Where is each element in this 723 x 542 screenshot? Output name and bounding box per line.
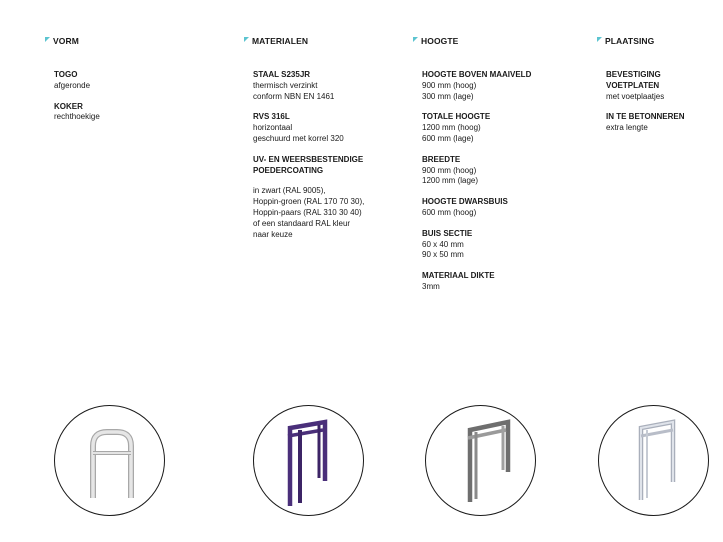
spec-text — [606, 123, 716, 134]
rectangular-bike-rack-purple-icon — [254, 406, 364, 516]
spec-text-line: in zwart (RAL 9005), — [253, 186, 326, 196]
spec-title — [422, 112, 572, 123]
rounded-bike-rack-icon — [55, 406, 165, 516]
spec-item — [54, 70, 194, 92]
spec-text-line: 900 mm (hoog) — [422, 165, 477, 175]
spec-text — [606, 92, 716, 103]
spec-title-line: HOOGTE DWARSBUIS — [422, 197, 508, 207]
spec-item — [54, 102, 194, 124]
spec-text-line: 1200 mm (lage) — [422, 176, 479, 186]
spec-text-line: of een standaard RAL kleur — [253, 218, 351, 228]
spec-text — [253, 123, 403, 145]
spec-title-line: TOGO — [54, 70, 78, 79]
spec-title-line: BREEDTE — [422, 154, 461, 164]
spec-text-line: 3mm — [422, 281, 440, 291]
spec-title — [606, 112, 716, 123]
spec-text-line: naar keuze — [253, 229, 293, 239]
spec-text — [422, 240, 572, 262]
spec-text — [422, 166, 572, 188]
spec-title-line: MATERIAAL DIKTE — [422, 271, 495, 281]
spec-title-line: RVS 316L — [253, 112, 290, 122]
spec-title-line: BUIS SECTIE — [422, 228, 473, 238]
spec-text-line: Hoppin-groen (RAL 170 70 30), — [253, 197, 365, 207]
product-image-galvanized — [598, 405, 709, 516]
column-heading-label: MATERIALEN — [252, 36, 309, 46]
spec-title-line: STAAL S235JR — [253, 70, 311, 79]
spec-text-line: 600 mm (lage) — [422, 133, 474, 143]
spec-text — [253, 186, 403, 240]
spec-text-line: afgeronde — [54, 80, 91, 90]
spec-text — [54, 81, 194, 92]
product-image-rounded — [54, 405, 165, 516]
column-heading — [45, 36, 194, 46]
spec-text-line: rechthoekige — [54, 112, 100, 122]
spec-text-line: 600 mm (hoog) — [422, 207, 477, 217]
spec-text — [422, 282, 572, 293]
spec-title-line: TOTALE HOOGTE — [422, 112, 491, 122]
column-heading-label: VORM — [53, 36, 79, 46]
spec-item — [253, 112, 403, 144]
spec-text-line: geschuurd met korrel 320 — [253, 133, 344, 143]
spec-text-line: thermisch verzinkt — [253, 80, 318, 90]
spec-item — [606, 70, 716, 102]
spec-title-line: UV- EN WEERSBESTENDIGE — [253, 154, 364, 164]
spec-text — [422, 123, 572, 145]
spec-title-line: BEVESTIGING — [606, 70, 661, 79]
spec-title-line: KOKER — [54, 101, 83, 111]
spec-title — [54, 102, 194, 113]
triangle-marker-icon — [45, 37, 50, 42]
spec-text-line: 90 x 50 mm — [422, 250, 464, 260]
spec-item — [422, 112, 572, 144]
spec-item — [606, 112, 716, 134]
spec-title — [422, 155, 572, 166]
spec-item — [422, 271, 572, 293]
spec-title — [422, 197, 572, 208]
spec-title — [422, 229, 572, 240]
spec-text-line: conform NBN EN 1461 — [253, 91, 335, 101]
spec-text-line: horizontaal — [253, 123, 293, 133]
column-materialen — [253, 36, 403, 250]
spec-item — [422, 229, 572, 261]
triangle-marker-icon — [413, 37, 418, 42]
product-image-purple — [253, 405, 364, 516]
triangle-marker-icon — [597, 37, 602, 42]
spec-title — [253, 155, 403, 177]
column-vorm — [54, 36, 194, 133]
spec-title — [422, 271, 572, 282]
spec-title — [422, 70, 572, 81]
column-plaatsing — [606, 36, 716, 144]
spec-text-line: 300 mm (lage) — [422, 91, 474, 101]
spec-item — [253, 70, 403, 102]
spec-text-line: met voetplaatjes — [606, 91, 665, 101]
rectangular-bike-rack-grey-icon — [426, 406, 536, 516]
column-heading — [597, 36, 716, 46]
column-heading-label: HOOGTE — [421, 36, 459, 46]
spec-text — [422, 81, 572, 103]
spec-title — [606, 70, 716, 92]
spec-text-line: 1200 mm (hoog) — [422, 123, 481, 133]
spec-text-line: Hoppin-paars (RAL 310 30 40) — [253, 207, 362, 217]
triangle-marker-icon — [244, 37, 249, 42]
spec-text — [253, 81, 403, 103]
spec-title-line: VOETPLATEN — [606, 80, 660, 90]
spec-title — [54, 70, 194, 81]
spec-item — [253, 186, 403, 240]
spec-text-line: extra lengte — [606, 123, 648, 133]
column-heading — [413, 36, 572, 46]
spec-item — [253, 155, 403, 177]
spec-text-line: 900 mm (hoog) — [422, 80, 477, 90]
spec-title — [253, 70, 403, 81]
spec-title-line: IN TE BETONNEREN — [606, 112, 685, 122]
column-heading-label: PLAATSING — [605, 36, 655, 46]
spec-title — [253, 112, 403, 123]
column-heading — [244, 36, 403, 46]
column-hoogte — [422, 36, 572, 303]
spec-text-line: 60 x 40 mm — [422, 239, 464, 249]
spec-item — [422, 155, 572, 187]
product-image-grey — [425, 405, 536, 516]
rectangular-bike-rack-galvanized-icon — [599, 406, 709, 516]
spec-text — [422, 208, 572, 219]
spec-text — [54, 112, 194, 123]
spec-title-line: HOOGTE BOVEN MAAIVELD — [422, 70, 532, 79]
spec-item — [422, 197, 572, 219]
spec-title-line: POEDERCOATING — [253, 165, 324, 175]
spec-item — [422, 70, 572, 102]
